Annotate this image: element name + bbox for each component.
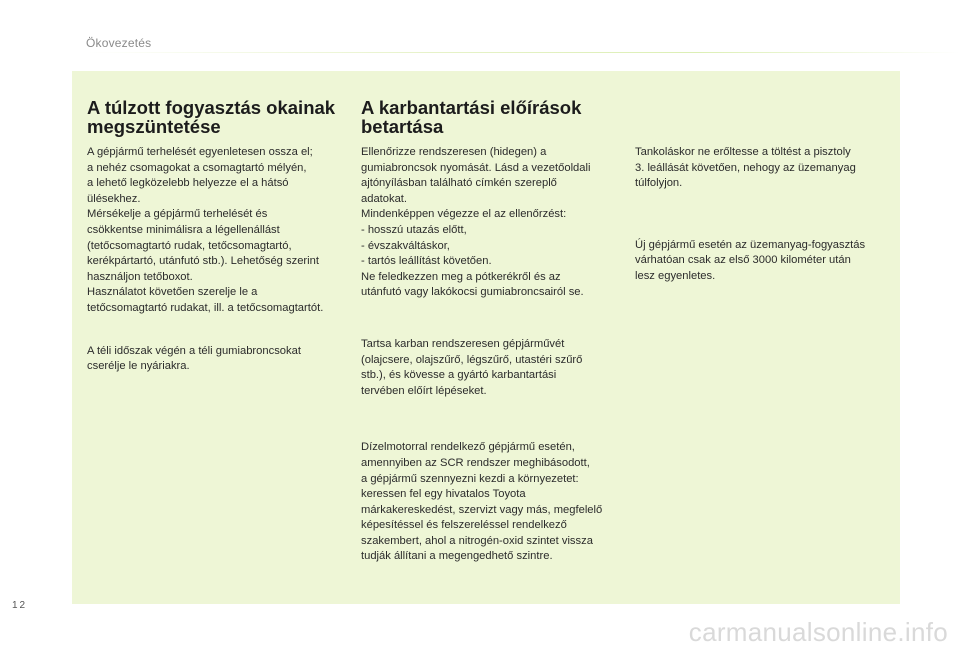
header-divider xyxy=(86,52,960,53)
paragraph-new-vehicle-consumption: Új gépjármű esetén az üzemanyag-fogyasztás várhatóan csak az első 3000 kilométer után lesz egyenletes. xyxy=(635,238,866,282)
paragraph-servicing: Tartsa karban rendszeresen gépjárművét (olajcsere, olajszűrő, légszűrő, utastéri szűrő stb.), és kövesse a gyártó karbantartási tervében előírt lépéseket. xyxy=(361,337,583,397)
column-fuel-notes xyxy=(635,145,895,285)
column-excess-consumption xyxy=(87,98,352,375)
watermark: carmanualsonline.info xyxy=(688,617,948,647)
heading-maintenance: A karbantartási előírások betartása xyxy=(361,97,582,137)
heading-excess-consumption: A túlzott fogyasztás okainak megszüntetése xyxy=(87,97,336,137)
paragraph-scr-system: Dízelmotorral rendelkező gépjármű esetén, amennyiben az SCR rendszer meghibásodott, a gépjármű szennyezni kezdi a környezetet: keressen fel egy hivatalos Toyota márkakereskedést, szervizt vagy más, megfelelő képesítéssel és felszereléssel rendelkező szakembert, ahol a nitrogén-oxid szintet vissza tudják állítani a megengedhető szintre. xyxy=(361,441,603,563)
section-title: Ökovezetés xyxy=(86,36,152,50)
paragraph-load-distribution: A gépjármű terhelését egyenletesen ossza el; a nehéz csomagokat a csomagtartó mélyén, a lehető legközelebb helyezze el a hátsó ülésekhez. Mérsékelje a gépjármű terhelését és csökkentse minimálisra a légellenállást (tetőcsomagtartó rudak, tetőcsomagtartó, kerékpártartó, utánfutó stb.). Lehetőség szerint használjon tetőboxot. Használatot követően szerelje le a tetőcsomagtartó rudakat, ill. a tetőcsomagtartót. xyxy=(87,146,324,314)
paragraph-refuelling: Tankoláskor ne erőltesse a töltést a pisztoly 3. leállását követően, nehogy az üzemanyag túlfolyjon. xyxy=(635,146,856,190)
page-number: 12 xyxy=(12,600,28,611)
paragraph-tyre-pressure: Ellenőrizze rendszeresen (hidegen) a gumiabroncsok nyomását. Lásd a vezetőoldali ajtónyílásban található címkén szereplő adatokat. Mindenképpen végezze el az ellenőrzést: - hosszú utazás előtt, - évszakváltáskor, - tartós leállítást követően. Ne feledkezzen meg a pótkerékről és az utánfutó vagy lakókocsi gumiabroncsairól se. xyxy=(361,146,591,299)
column-maintenance xyxy=(361,98,626,565)
paragraph-winter-tyres: A téli időszak végén a téli gumiabroncsokat cserélje le nyáriakra. xyxy=(87,344,301,373)
